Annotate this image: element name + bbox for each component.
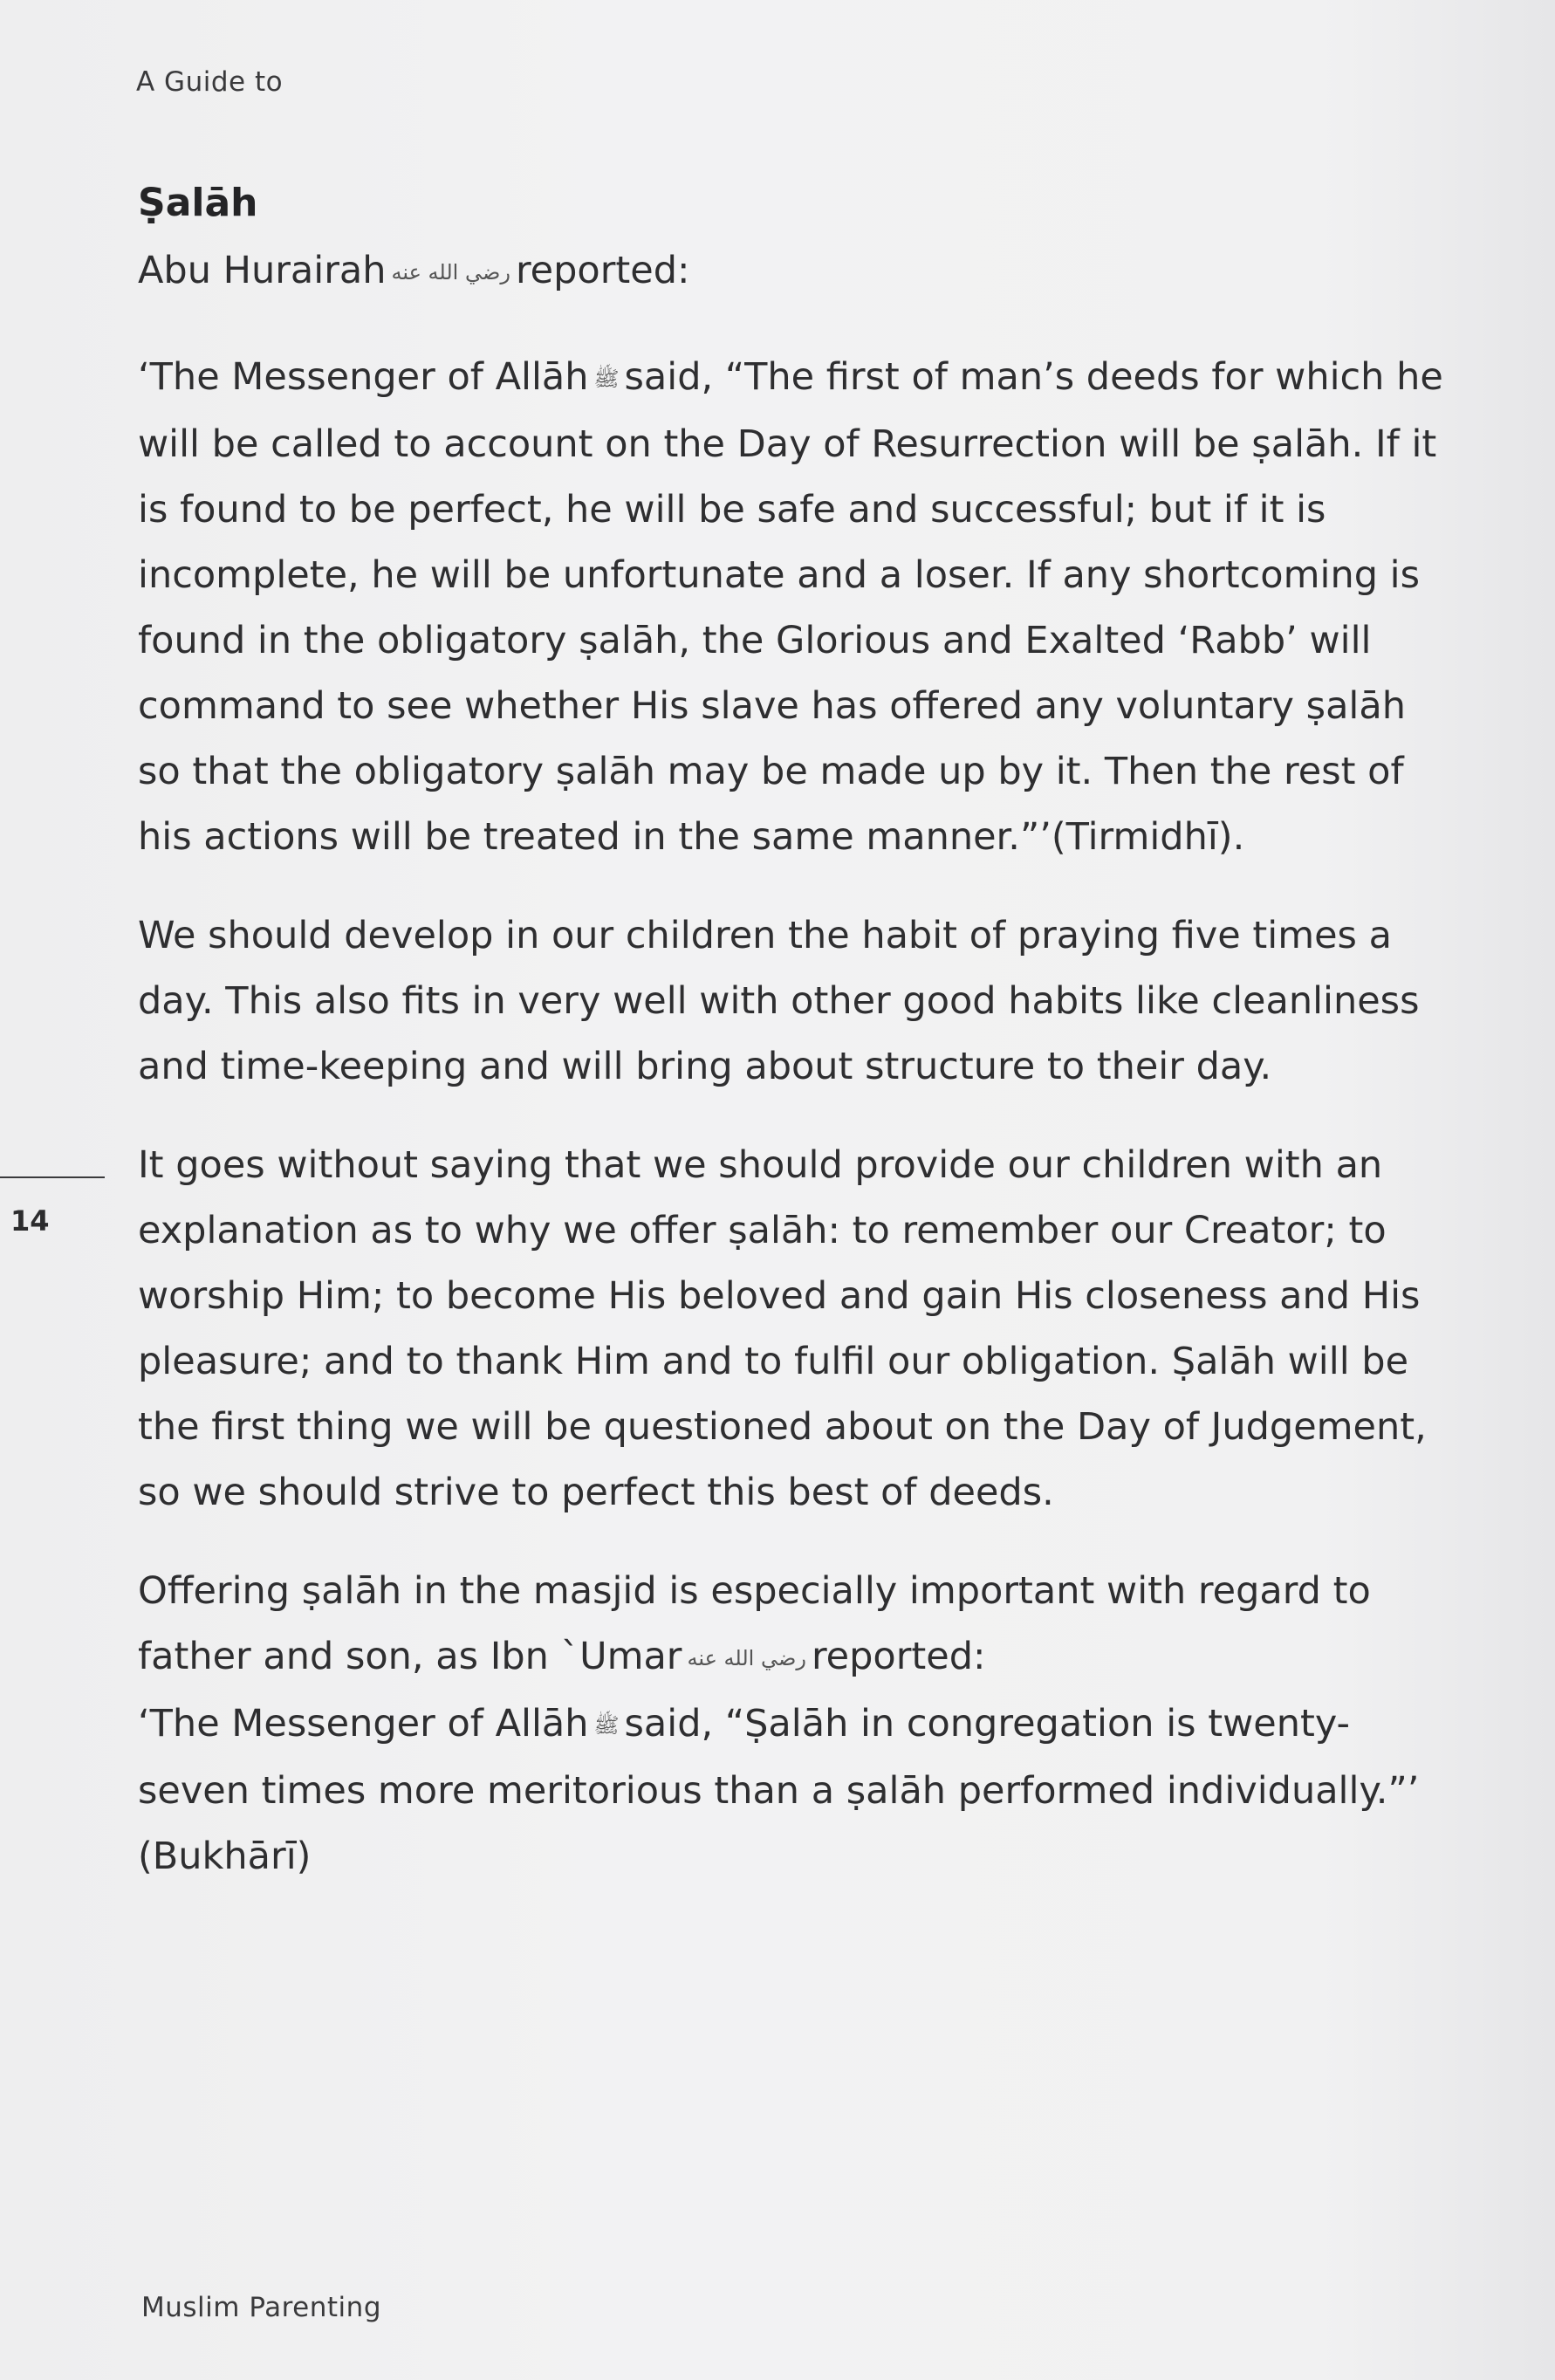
page-number-rule	[0, 1176, 105, 1178]
page-number: 14	[10, 1204, 50, 1238]
honorific-pbuh-icon: ﷺ	[593, 1713, 620, 1738]
body-paragraph-habit: We should develop in our children the habit of praying five times a day. This also fits in very well with other good habits like cleanliness and time-keeping and will bring about structure to their day.	[138, 914, 1420, 1088]
hadith-2-start: ‘The Messenger of Allāh	[138, 1702, 589, 1746]
masjid-text: Offering ṣalāh in the masjid is especially important with regard to father and son, as Ibn `Umar	[138, 1569, 1371, 1678]
hadith-1-body: said, “The first of man’s deeds for which he will be called to account on the Day of Resurrection will be ṣalāh. If it is found to be perfect, he will be safe and successful; but if it is incomplete, he will be unfortunate and a loser. If any shortcoming is found in the obligatory ṣalāh, the Glorious and Exalted ‘Rabb’ will command to see whether His slave has offered any voluntary ṣalāh so that the obligatory ṣalāh may be made up by it. Then the rest of his actions will be treated in the same manner.”’(Tirmidhī).	[138, 355, 1443, 859]
running-footer: Muslim Parenting	[141, 2292, 381, 2323]
main-text	[138, 179, 1447, 1890]
honorific-ra-icon: رضي الله عنه	[391, 260, 510, 285]
hadith-1-start: ‘The Messenger of Allāh	[138, 355, 589, 399]
body-paragraph-masjid	[138, 1559, 1447, 1890]
section-heading: Ṣalāh	[138, 181, 258, 225]
body-paragraph-explanation: It goes without saying that we should provide our children with an explanation as to why we offer ṣalāh: to remember our Creator; to worship Him; to become His beloved and gain His closeness and His pleasure; and to thank Him and to fulfil our obligation. Ṣalāh will be the first thing we will be questioned about on the Day of Judgement, so we should strive to perfect this best of deeds.	[138, 1143, 1427, 1514]
honorific-ra-icon: رضي الله عنه	[687, 1646, 806, 1670]
hadith-2-body: said, “Ṣalāh in congregation is twenty-seven times more meritorious than a ṣalāh performed individually.”’ (Bukhārī)	[138, 1702, 1420, 1878]
narrator-name: Abu Hurairah	[138, 249, 387, 292]
narration-verb: reported:	[515, 249, 690, 292]
honorific-pbuh-icon: ﷺ	[593, 367, 620, 391]
hadith-paragraph-1	[138, 345, 1447, 870]
running-head: A Guide to	[136, 66, 284, 98]
narration-intro	[138, 238, 1447, 305]
masjid-verb: reported:	[811, 1635, 986, 1678]
